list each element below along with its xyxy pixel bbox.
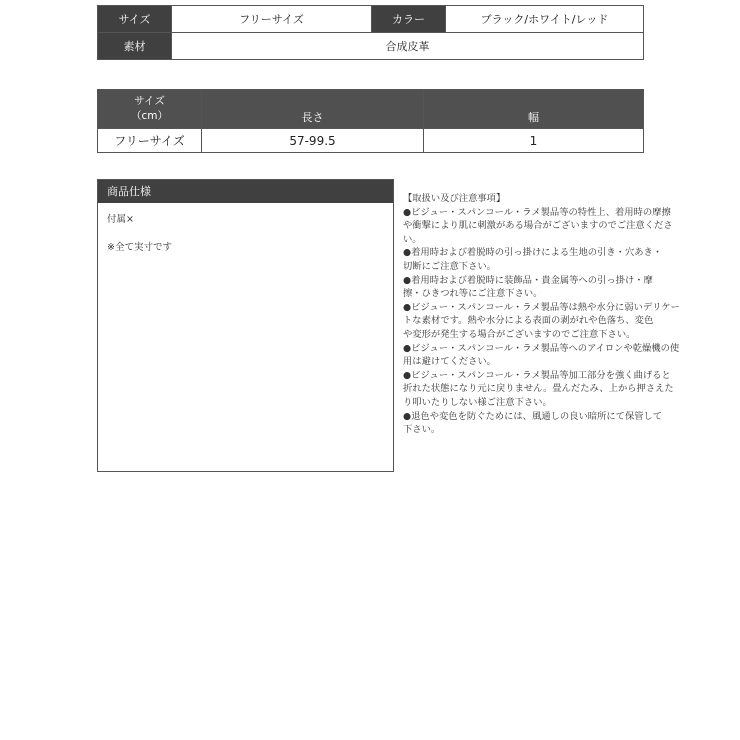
note-line: ●退色や変色を防ぐためには、風通しの良い暗所にて保管して	[403, 410, 663, 422]
note-line: 【取扱い及び注意事項】	[403, 193, 506, 204]
note-line: い。	[403, 233, 422, 245]
note-line: 折れた状態になり元に戻りません。畳んだたみ、上から押さえた	[403, 383, 674, 395]
note-line: や衝撃により肌に刺激がある場合がございますのでご注意くださ	[403, 220, 673, 232]
note-line: ●着用時および着脱時に装飾品・貴金属等への引っ掛け・摩	[403, 274, 653, 286]
spec-title: 商品仕様	[98, 180, 393, 203]
length-header: 長さ	[202, 90, 424, 129]
color-label: カラー	[372, 6, 446, 33]
product-info-table	[97, 5, 644, 60]
width-header: 幅	[424, 90, 644, 129]
note-line: ●ビジュー・スパンコール・ラメ製品等加工部分を強く曲げると	[403, 369, 671, 381]
note-line: ●ビジュー・スパンコール・ラメ製品等へのアイロンや乾燥機の使	[403, 342, 680, 354]
size-header-unit: （cm）	[130, 110, 168, 122]
length-cell: 57-99.5	[202, 129, 424, 153]
care-notes	[403, 192, 680, 437]
width-cell: 1	[424, 129, 644, 153]
size-label: サイズ	[98, 6, 172, 33]
note-line: 切断にご注意下さい。	[403, 260, 496, 272]
material-value: 合成皮革	[172, 33, 644, 60]
spec-accessory: 付属×	[107, 214, 134, 225]
size-table	[97, 89, 644, 153]
size-cell: フリーサイズ	[98, 129, 202, 153]
size-value: フリーサイズ	[172, 6, 372, 33]
color-value: ブラック/ホワイト/レッド	[446, 6, 644, 33]
size-header-label: サイズ	[134, 95, 165, 107]
note-line: 用は避けてください。	[403, 356, 496, 368]
size-header	[98, 90, 202, 129]
note-line: や変形が発生する場合がございますのでご注意下さい。	[403, 328, 636, 340]
note-line: 擦・ひきつれ等にご注意下さい。	[403, 288, 543, 300]
note-line: ●着用時および着脱時の引っ掛けによる生地の引き・穴あき・	[403, 247, 663, 259]
product-spec-box	[97, 179, 394, 472]
note-line: ●ビジュー・スパンコール・ラメ製品等は熱や水分に弱いデリケー	[403, 301, 680, 313]
material-label: 素材	[98, 33, 172, 60]
note-line: 下さい。	[403, 424, 441, 436]
note-line: ●ビジュー・スパンコール・ラメ製品等の特性上、着用時の摩擦	[403, 206, 671, 218]
note-line: トな素材です。熱や水分による表面の剥がれや色落ち、変色	[403, 315, 654, 327]
spec-note: ※全て実寸です	[107, 242, 172, 253]
note-line: り叩いたりしない様ご注意下さい。	[403, 396, 552, 408]
